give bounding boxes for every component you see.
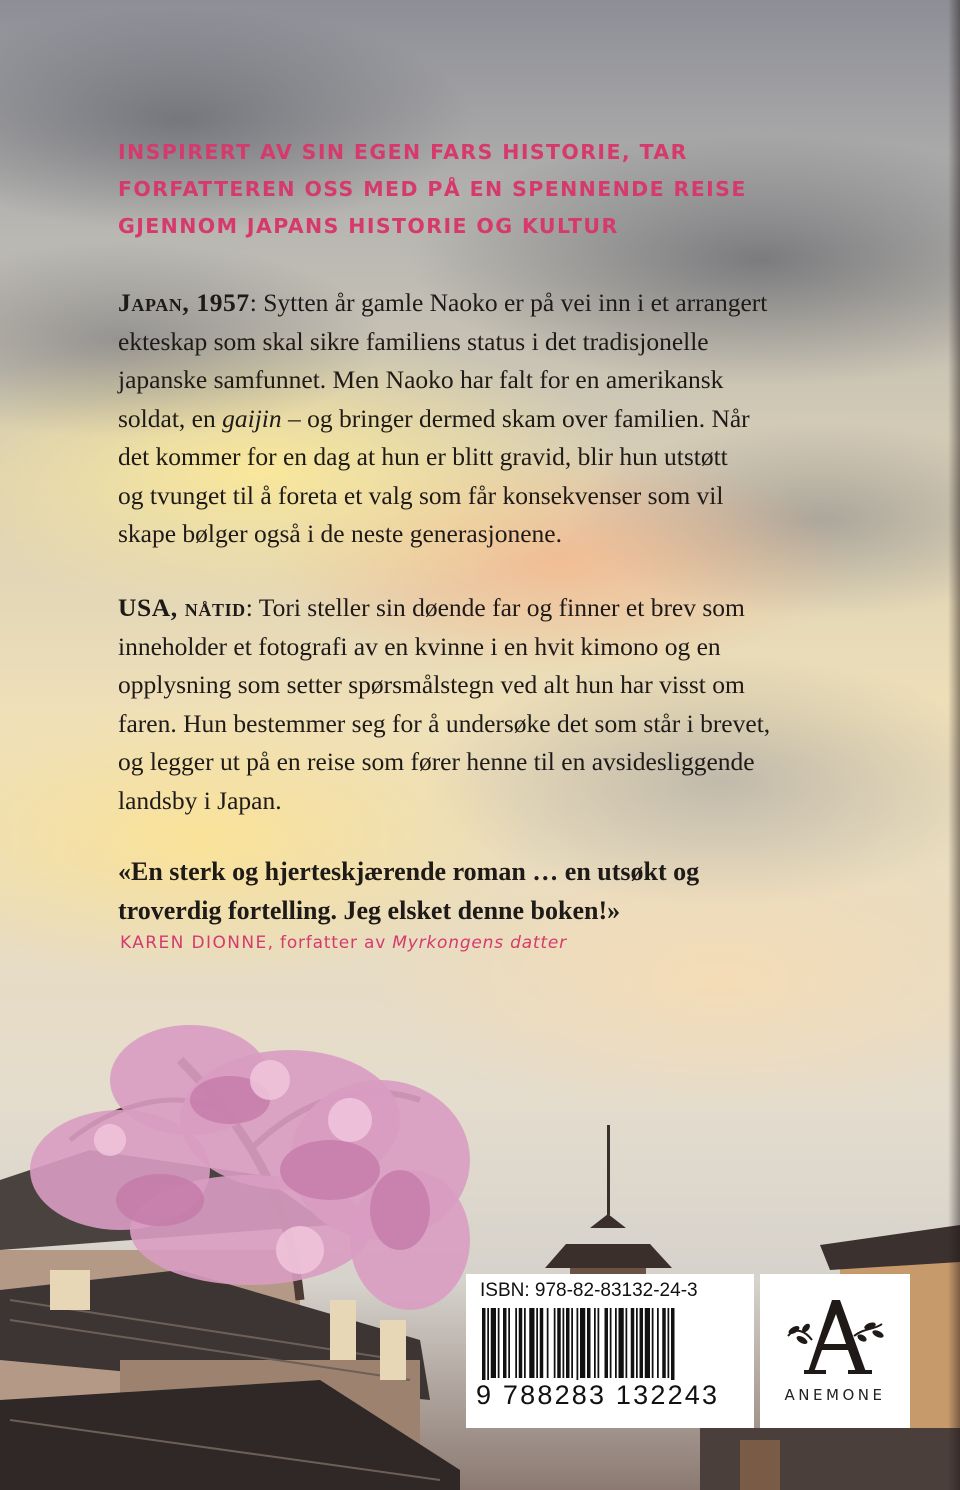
barcode-bar xyxy=(566,1308,570,1378)
barcode-bar xyxy=(524,1308,526,1378)
barcode-bar xyxy=(491,1308,496,1378)
barcode-bar xyxy=(668,1308,670,1378)
barcode-bar xyxy=(508,1308,510,1378)
synopsis-text: skape bølger også i de neste generasjonene. xyxy=(118,519,562,548)
synopsis-japan-1957 xyxy=(118,284,878,554)
barcode-bar xyxy=(640,1308,644,1378)
barcode-bar xyxy=(515,1308,517,1378)
anemone-a-logo xyxy=(782,1292,888,1382)
barcode-bar xyxy=(503,1308,507,1378)
spine-shadow xyxy=(948,0,960,1490)
synopsis-text: og tvunget til å foreta et valg som får konsekvenser som vil xyxy=(118,480,724,510)
barcode-bar xyxy=(587,1308,591,1378)
tagline-line: GJENNOM JAPANS HISTORIE OG KULTUR xyxy=(118,214,619,238)
synopsis-text: ekteskap som skal sikre familiens status i det tradisjonelle xyxy=(118,326,709,356)
quote-line: «En sterk og hjerteskjærende roman … en utsøkt og xyxy=(118,857,700,886)
barcode-bar xyxy=(645,1308,650,1378)
reviewer-name: KAREN DIONNE xyxy=(120,933,268,953)
barcode-bar xyxy=(594,1308,596,1378)
synopsis-text: japanske samfunnet. Men Naoko har falt for en amerikansk xyxy=(118,365,724,394)
barcode-bar xyxy=(482,1308,486,1388)
barcode-bar xyxy=(631,1308,635,1378)
barcode-bar xyxy=(619,1308,624,1378)
barcode-bar xyxy=(571,1308,573,1378)
italic-word: gaijin xyxy=(222,403,282,433)
barcode-bar xyxy=(605,1308,609,1378)
barcode-bar xyxy=(580,1308,585,1378)
barcode-bar xyxy=(615,1308,617,1378)
synopsis-text: : Sytten år gamle Naoko er på vei inn i et arrangert xyxy=(249,288,768,317)
quote-line: troverdig fortelling. Jeg elsket denne boken!» xyxy=(118,896,621,925)
barcode-bar xyxy=(563,1308,565,1378)
barcode-bar xyxy=(598,1308,600,1378)
barcode-bar xyxy=(636,1308,638,1378)
barcode-bar xyxy=(536,1308,538,1378)
tagline xyxy=(118,134,878,245)
tagline-line: FORFATTEREN OSS MED PÅ EN SPENNENDE REISE xyxy=(118,177,747,201)
synopsis-text: opplysning som setter spørsmålstegn ved alt hun har visst om xyxy=(118,670,745,699)
barcode-bar xyxy=(657,1308,659,1378)
barcode-bar xyxy=(498,1308,500,1378)
synopsis-text: og legger ut på en reise som fører henne til en avsidesliggende xyxy=(118,747,755,776)
synopsis-usa-present xyxy=(118,589,878,820)
barcode-bar xyxy=(662,1308,666,1378)
quote-attribution xyxy=(120,933,567,953)
barcode-bar xyxy=(487,1308,489,1388)
publisher-block xyxy=(760,1274,910,1428)
publisher-name: ANEMONE xyxy=(784,1386,886,1404)
barcode-bar xyxy=(577,1308,579,1388)
tagline-line: INSPIRERT AV SIN EGEN FARS HISTORIE, TAR xyxy=(118,140,688,164)
synopsis-text: soldat, en xyxy=(118,403,223,433)
attribution-text: , forfatter av xyxy=(267,933,393,953)
reviewer-book-title: Myrkongens datter xyxy=(392,933,567,953)
synopsis-text: faren. Hun bestemmer seg for å undersøke det som står i brevet, xyxy=(118,708,771,738)
review-quote xyxy=(118,852,878,930)
section-label-usa: USA, nåtid xyxy=(118,593,246,622)
section-label-japan: Japan, 1957 xyxy=(118,288,250,317)
barcode-bar xyxy=(519,1308,523,1378)
ean-digits: 9 788283 132243 xyxy=(476,1380,746,1411)
barcode-bar xyxy=(671,1308,675,1388)
barcode-bar xyxy=(610,1308,612,1378)
synopsis-text: – og bringer dermed skam over familien. Når xyxy=(281,403,750,433)
barcode-bar xyxy=(626,1308,628,1378)
barcode-bar xyxy=(547,1308,549,1378)
synopsis-text: landsby i Japan. xyxy=(118,785,282,815)
barcode-bar xyxy=(529,1308,534,1378)
isbn-barcode-block xyxy=(466,1274,754,1428)
barcode-bar xyxy=(540,1308,544,1378)
synopsis-text: det kommer for en dag at hun er blitt gravid, blir hun utstøtt xyxy=(118,442,728,471)
isbn-number: ISBN: 978-82-83132-24-3 xyxy=(480,1280,698,1301)
synopsis-text: inneholder et fotografi av en kvinne i en hvit kimono og en xyxy=(118,631,721,661)
barcode-bar xyxy=(652,1308,654,1378)
barcode xyxy=(478,1308,742,1388)
barcode-bar xyxy=(554,1308,556,1378)
synopsis-text: : Tori steller sin døende far og finner et brev som xyxy=(245,593,745,622)
barcode-bar xyxy=(557,1308,561,1378)
